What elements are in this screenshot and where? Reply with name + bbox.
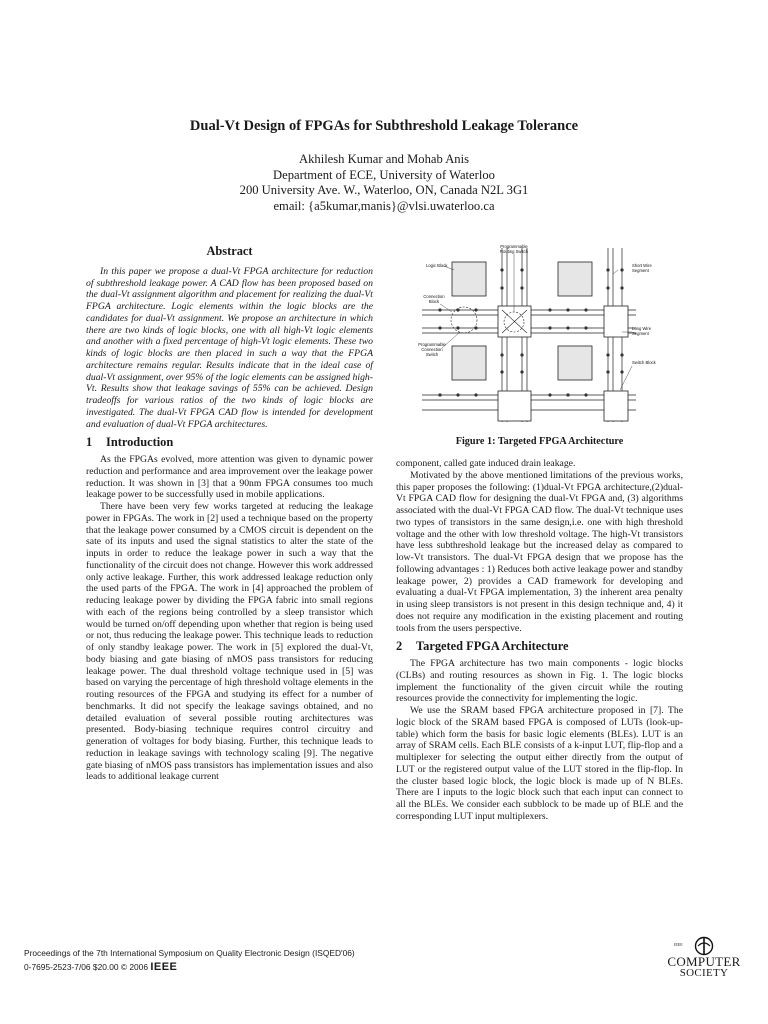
author-address: 200 University Ave. W., Waterloo, ON, Canada N2L 3G1	[239, 183, 529, 197]
logo-line-computer: COMPUTER	[667, 954, 741, 969]
logo-line-society: SOCIETY	[679, 967, 729, 979]
label-switch-block: Switch Block	[632, 360, 656, 365]
label-connection-block-1: Connection	[423, 294, 445, 299]
label-short-wire-1: Short Wire	[632, 263, 652, 268]
section-1-title: Introduction	[106, 435, 174, 450]
author-block	[0, 152, 768, 214]
right-column	[396, 458, 683, 823]
intro-paragraph-4: Motivated by the above mentioned limitations of the previous works, this paper proposes the following: (1)dual-Vt FPGA architecture,(2)dual-Vt FPGA CAD flow for designing the dual-Vt FPGA and, (3) algorithms associated with the dual-Vt FPGA CAD flow. The dual-Vt technique uses two types of transistors in the same design,i.e. one with high threshold voltage and the other with low threshold voltage. The high-Vt transistors have less subthreshold leakage but the increased delay as compared to low-Vt transistors. The dual-Vt FPGA design that we propose has the following advantages : 1) Reduces both active leakage power and standby leakage power, 2) provides a CAD framework for developing and evaluating a dual-Vt FPGA implementation, 3) the inherent area penalty in using sleep transistors is not present in this design technique and, 4) it does not require any modification in the existing placement and routing tools from the users perspective.	[396, 469, 683, 634]
logo-ieee-text: IEEE	[674, 942, 683, 947]
isbn-line	[24, 960, 355, 974]
author-department: Department of ECE, University of Waterloo	[273, 167, 495, 182]
intro-paragraph-1: As the FPGAs evolved, more attention was given to dynamic power reduction and performance and area improvement over the leakage power reduction. It was shown in [3] that a 90nm FPGA consumes too much leakage power to be successfully used in mobile applications.	[86, 454, 373, 501]
abstract-text: In this paper we propose a dual-Vt FPGA architecture for reduction of subthreshold leakage power. A CAD flow has been proposed based on the dual-Vt assignment algorithm and placement for realizing the dual-Vt FPGA architecture. Logic elements within the logic blocks are the candidates for dual-Vt assignment. We propose an architecture in which there are two kinds of logic blocks, one with all high-Vt logic elements and another with a fixed percentage of high-Vt logic elements. These two kinds of logic blocks are then placed in such a way that the FPGA architecture remains regular. Results indicate that in the ideal case of dual-Vt assignment, over 95% of the logic elements can be assigned high-Vt. Results show that leakage savings of 55% can be achieved. Design tradeoffs for various ratios of the two kinds of logic blocks are investigated. The dual-Vt FPGA CAD flow is intended for development and evaluation of dual-Vt FPGA architectures.	[86, 265, 373, 430]
ieee-mark: IEEE	[150, 961, 178, 973]
author-names: Akhilesh Kumar and Mohab Anis	[299, 152, 469, 166]
label-prog-conn-switch-2: Connection	[421, 347, 443, 352]
intro-paragraph-3: component, called gate induced drain leakage.	[396, 458, 576, 469]
abstract-heading: Abstract	[206, 244, 253, 258]
intro-paragraph-2: There have been very few works targeted at reducing the leakage power in FPGAs. The work in [2] used a technique based on the property that the leakage power consumed by a CMOS circuit is dependent on the sate of its inputs and used the signal statistics to alter the state of the inputs in order to reduce the leakage power in such a way that the functionality of the circuit does not change. However this work addressed only active leakage. Further, this work addressed leakage reduction only the used parts of the FPGA. The work in [4] approached the problem of reducing leakage power by dividing the FPGA fabric into small regions with each of the regions being controlled by a sleep transistor which would be turned on/off depending upon whether that region is being used or not, thus reducing the leakage power. This technique leads to reduction of only standby leakage power. The work in [5] explored the dual-Vt, body biasing and gate biasing of nMOS pass transistors for reducing leakage power. The dual threshold voltage technique used in [5] was based on varying the percentage of high threshold voltage elements in the routing resources of the FPGA and studying its effect for a number of benchmarks. It did not specify the leakage savings obtained, and no detailed evaluation of several possible routing architectures was presented. Body-biasing technique requires control circuitry and generation of voltages for body biasing. Further, this technique leads to reduction in leakage savings with technology scaling [9]. The negative gate biasing of nMOS pass transistors has implementation issues and also leads to additional leakage current	[86, 501, 373, 783]
logic-block-4	[558, 346, 592, 380]
logic-block-1	[452, 262, 486, 296]
isbn-text: 0-7695-2523-7/06 $20.00 © 2006	[24, 962, 148, 972]
section-1-heading	[86, 437, 373, 449]
label-connection-block-2: Block	[428, 299, 440, 304]
section-2-number: 2	[396, 639, 403, 654]
label-prog-conn-switch-1: Programmable	[418, 342, 446, 347]
proceedings-footer	[24, 946, 355, 974]
label-long-wire-1: Long Wire	[632, 326, 652, 331]
label-long-wire-2: Segment	[632, 331, 649, 336]
section-2-title: Targeted FPGA Architecture	[416, 639, 569, 654]
fpga-architecture-figure	[410, 240, 656, 428]
label-logic-block: Logic Block	[426, 263, 448, 268]
figure-1-caption: Figure 1: Targeted FPGA Architecture	[455, 436, 624, 447]
computer-society-logo	[664, 936, 744, 980]
label-prog-routing-switch-1: Programmable	[500, 244, 528, 249]
section-1-number: 1	[86, 435, 93, 450]
label-prog-conn-switch-3: Switch	[425, 352, 439, 357]
paper-title: Dual-Vt Design of FPGAs for Subthreshold Leakage Tolerance	[189, 118, 579, 134]
logic-block-3	[452, 346, 486, 380]
label-prog-routing-switch-2: Routing Switch	[500, 249, 528, 254]
arch-paragraph-2: We use the SRAM based FPGA architecture proposed in [7]. The logic block of the SRAM based FPGA is composed of LUTs (look-up-table) which form the basis for basic logic elements (BLEs). LUT is an array of SRAM cells. Each BLE consists of a k-input LUT, flip-flop and a multiplexer for selecting the output either directly from the output of LUT or the registered output value of the LUT stored in the flip-flop. In the cluster based logic block, the logic block is made up of N BLEs. There are I inputs to the logic block such that each input can connect to all the BLEs. We consider each subblock to be made up of BLE and the corresponding LUT input multiplexers.	[396, 705, 683, 822]
logic-block-2	[558, 262, 592, 296]
left-column	[86, 246, 373, 783]
author-email: email: {a5kumar,manis}@vlsi.uwaterloo.ca	[273, 198, 495, 213]
arch-paragraph-1: The FPGA architecture has two main components - logic blocks (CLBs) and routing resources as shown in Fig. 1. The logic blocks implement the functionality of the given circuit while the routing resources provide the connectivity for implementing the logic.	[396, 658, 683, 705]
computer-society-emblem-icon	[693, 936, 715, 956]
section-2-heading	[396, 641, 683, 653]
proceedings-line: Proceedings of the 7th International Symposium on Quality Electronic Design (ISQED'06)	[24, 948, 355, 958]
label-short-wire-2: Segment	[632, 268, 649, 273]
